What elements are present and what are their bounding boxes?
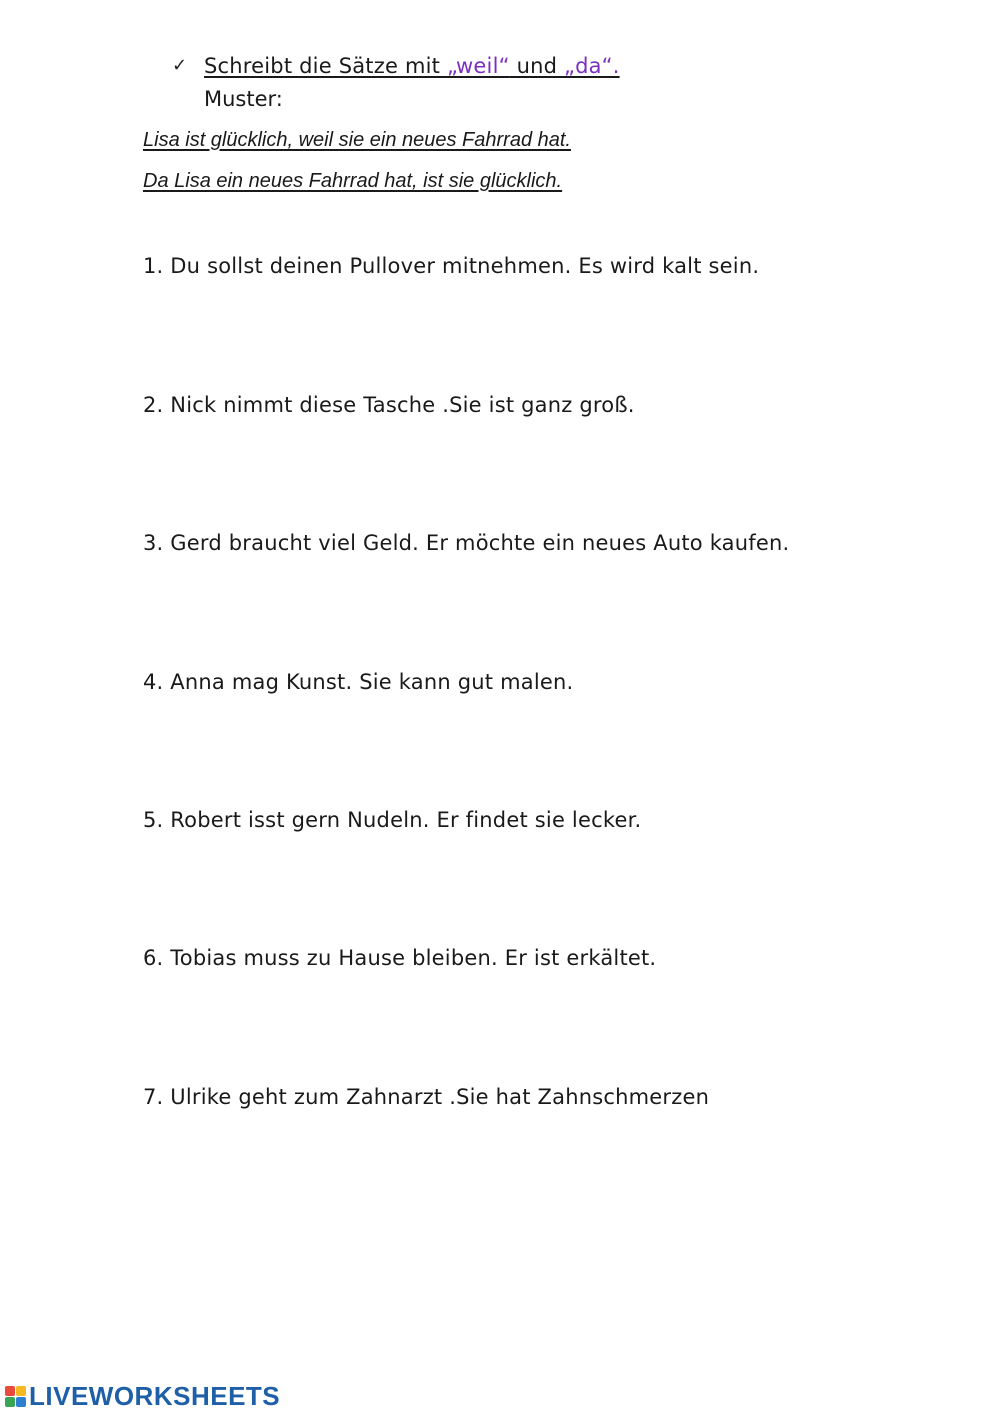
exercise-item: 3. Gerd braucht viel Geld. Er möchte ein neues Auto kaufen. [143,531,790,555]
exercise-item: 4. Anna mag Kunst. Sie kann gut malen. [143,670,574,694]
instruction-middle: und [509,54,564,78]
keyword-weil: „weil“ [446,54,510,78]
logo-block [5,1397,15,1407]
logo-block [16,1397,26,1407]
muster-label: Muster: [204,87,283,111]
liveworksheets-logo[interactable] [5,1381,280,1412]
instruction [172,52,620,80]
logo-blocks-icon [5,1386,26,1407]
exercise-item: 2. Nick nimmt diese Tasche .Sie ist ganz groß. [143,393,635,417]
exercise-item: 5. Robert isst gern Nudeln. Er findet sie lecker. [143,808,642,832]
logo-text: LIVEWORKSHEETS [29,1381,281,1411]
logo-block [5,1386,15,1396]
logo-block [16,1386,26,1396]
keyword-da: „da“. [564,54,620,78]
instruction-prefix: Schreibt die Sätze mit [204,54,447,78]
instruction-line [204,54,620,78]
example-sentence-weil: Lisa ist glücklich, weil sie ein neues Fahrrad hat. [143,129,571,151]
exercise-item: 1. Du sollst deinen Pullover mitnehmen. Es wird kalt sein. [143,254,760,278]
exercise-item: 7. Ulrike geht zum Zahnarzt .Sie hat Zahnschmerzen [143,1085,710,1109]
exercise-item: 6. Tobias muss zu Hause bleiben. Er ist erkältet. [143,946,657,970]
checkmark-icon: ✓ [172,55,188,76]
instruction-text [204,52,620,80]
example-sentence-da: Da Lisa ein neues Fahrrad hat, ist sie glücklich. [143,170,563,192]
